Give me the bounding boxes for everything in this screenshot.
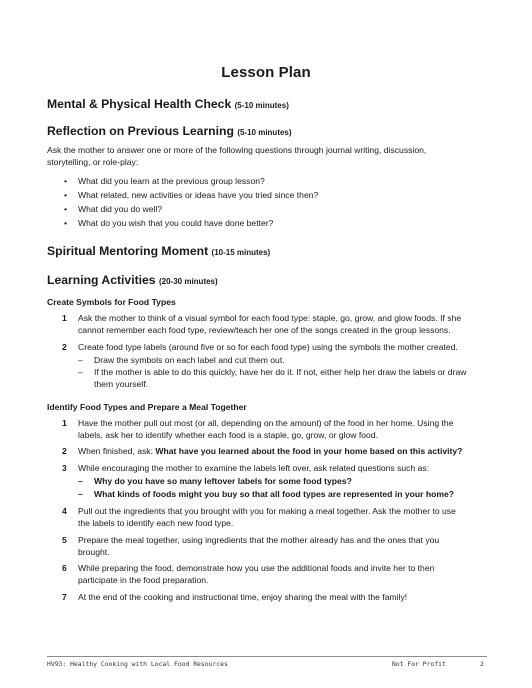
footer-page-number: 2 [480, 660, 484, 668]
footer-divider [47, 656, 487, 657]
list-item: 1 Ask the mother to think of a visual symbol for each food type: staple, go, grow, and glow foods. If she cannot remember each food type, review/teach her one of the songs created in the group lessons. [62, 313, 462, 335]
list-item: 2 Create food type labels (around five or so for each food type) using the symbols the mother created. [62, 342, 458, 352]
list-item: 7 At the end of the cooking and instructional time, enjoy sharing the meal with the family! [62, 592, 408, 602]
spiritual-duration: (10-15 minutes) [211, 248, 271, 257]
identify-heading: Identify Food Types and Prepare a Meal Together [47, 402, 247, 412]
sub-item: – Why do you have so many leftover labels for some food types? [78, 476, 352, 486]
footer-course-title: HV93: Healthy Cooking with Local Food Resources [47, 660, 228, 668]
bullet-icon: • [64, 190, 68, 200]
reflection-duration: (5-10 minutes) [237, 128, 292, 137]
dash-icon: – [78, 355, 83, 365]
list-item: 5 Prepare the meal together, using ingredients that the mother already has and the ones that you brought. [62, 535, 440, 557]
page-title: Lesson Plan [221, 64, 311, 81]
learning-duration: (20-30 minutes) [158, 277, 218, 286]
health-check-heading: Mental & Physical Health Check (5-10 minutes) [47, 97, 289, 111]
sub-item: – If the mother is able to do this quickly, have her do it. If not, either help her draw the labels or draw them yourself. [78, 367, 467, 389]
list-item: 4 Pull out the ingredients that you brought with you for making a meal together. Ask the mother to use the labels to identify each new food type. [62, 506, 456, 528]
dash-icon: – [78, 476, 83, 486]
bullet-icon: • [64, 204, 68, 214]
reflection-bullet: • What did you do well? [64, 204, 163, 214]
reflection-intro: Ask the mother to answer one or more of the following questions through journal writing, discussion, storytelling, or role-play: [47, 145, 427, 167]
list-item: 6 While preparing the food, demonstrate how you use the additional foods and invite her to then participate in the food preparation. [62, 563, 435, 585]
symbols-heading: Create Symbols for Food Types [47, 297, 176, 307]
dash-icon: – [78, 367, 83, 377]
reflection-bullet: • What related, new activities or ideas have you tried since then? [64, 190, 319, 200]
learning-heading: Learning Activities (20-30 minutes) [47, 273, 218, 287]
reflection-bullet: • What do you wish that you could have done better? [64, 218, 274, 228]
bullet-icon: • [64, 176, 68, 186]
bullet-icon: • [64, 218, 68, 228]
list-item: 1 Have the mother pull out most (or all, depending on the amount) of the food in her home. Using the labels, ask her to identify whether each food is a staple, go, grow, or glow food. [62, 418, 454, 440]
reflection-heading: Reflection on Previous Learning (5-10 minutes) [47, 124, 292, 138]
health-check-duration: (5-10 minutes) [234, 101, 289, 110]
reflection-bullet: • What did you learn at the previous group lesson? [64, 176, 265, 186]
list-item: 2 When finished, ask: What have you learned about the food in your home based on this activity? [62, 446, 463, 456]
list-item: 3 While encouraging the mother to examine the labels left over, ask related questions such as: [62, 463, 430, 473]
spiritual-heading: Spiritual Mentoring Moment (10-15 minutes) [47, 244, 271, 258]
sub-item: – What kinds of foods might you buy so that all food types are represented in your home? [78, 489, 455, 499]
sub-item: – Draw the symbols on each label and cut them out. [78, 355, 285, 365]
dash-icon: – [78, 489, 83, 499]
footer-not-for-profit: Not For Profit [392, 660, 446, 668]
